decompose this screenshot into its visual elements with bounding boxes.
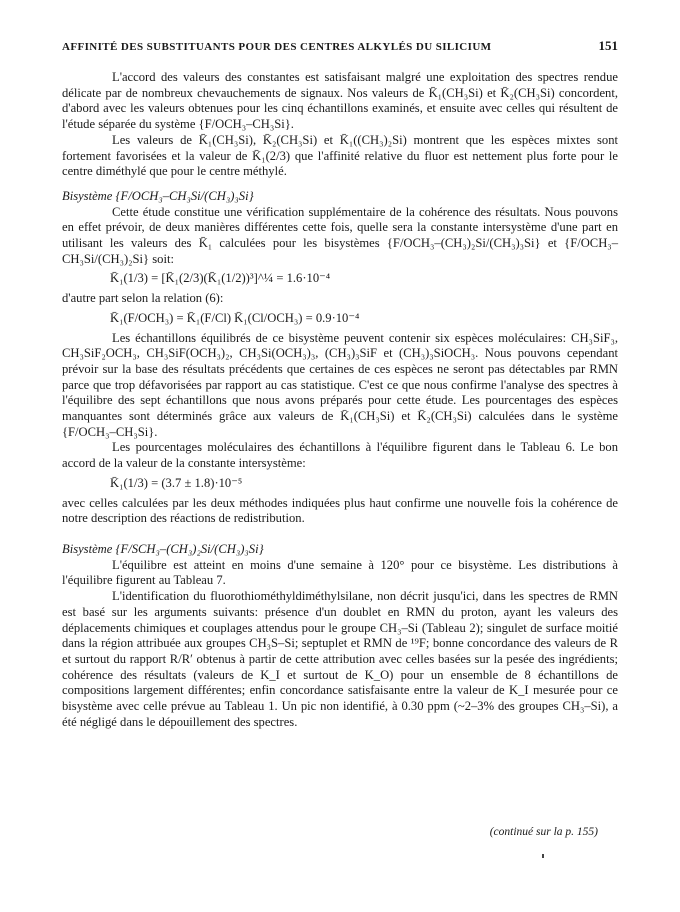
- running-title: AFFINITÉ DES SUBSTITUANTS POUR DES CENTRES ALKYLÉS DU SILICIUM: [62, 41, 492, 53]
- page-header: [62, 38, 618, 58]
- page-number: 151: [598, 38, 618, 53]
- paragraph: L'équilibre est atteint en moins d'une semaine à 120° pour ce bisystème. Les distributions à l'équilibre figurent au Tableau 7.: [62, 557, 618, 588]
- section-heading: Bisystème {F/OCH₃–CH₃Si/(CH₃)₃Si}: [62, 188, 254, 203]
- paragraph: L'accord des valeurs des constantes est satisfaisant malgré une exploitation des spectres rendue délicate par de nombreux chevauchements de signaux. Nos valeurs de K̄₁(CH₃Si) et K̄₂(CH₃Si) concordent, d'abord avec les valeurs obtenues pour les cinq échantillons examinés, et ensuite avec celles qui résultent de l'étude séparée du système {F/OCH₃–CH₃Si}.: [62, 70, 618, 132]
- paragraph: Les valeurs de K̄₁(CH₃Si), K̄₂(CH₃Si) et K̄₁((CH₃)₂Si) montrent que les espèces mixtes sont fortement favorisées et la valeur de K̄₁(2/3) que l'affinité relative du fluor est nettement plus forte pour le centre diméthylé que pour le centre méthylé.: [62, 132, 618, 179]
- paragraph: d'autre part selon la relation (6):: [62, 291, 224, 306]
- paragraph: L'identification du fluorothiométhyldiméthylsilane, non décrit jusqu'ici, dans les spectres de RMN est basé sur les arguments suivants: présence d'un doublet en RMN du proton, ayant les valeurs des déplacements chimiques et couplages attendus pour le groupe CH₃–Si (Tableau 2); singulet de surface moitié dans la région attribuée aux groupes CH₃S–Si; septuplet et RMN de ¹⁹F; bonne concordance des valeurs de R et surtout du rapport R/R′ obtenus à partir de cette attribution avec celles basées sur la pesée des ingrédients; cohérence des résultats (valeurs de K_I et surtout de K_O) pour un ensemble de 8 échantillons de compositions largement différentes; enfin concordance satisfaisante entre la valeur de K_I mesurée pour ce bisystème avec celle prévue au Tableau 1. Un pic non identifié, à 0.30 ppm (~2–3% des groupes CH₃–Si), a été négligé dans le dépouillement des spectres.: [62, 589, 618, 729]
- paragraph: Les pourcentages moléculaires des échantillons à l'équilibre figurent dans le Tableau 6. Le bon accord de la valeur de la constante intersystème:: [62, 440, 618, 471]
- equation: K̄₁(1/3) = [K̄₁(2/3)(K̄₁(1/2))³]^¼ = 1.6·10⁻⁴: [110, 271, 331, 286]
- paragraph: Les échantillons équilibrés de ce bisystème peuvent contenir six espèces moléculaires: CH₃SiF₃, CH₃SiF₂OCH₃, CH₃SiF(OCH₃)₂, CH₃Si(OCH₃)₃, (CH₃)₃SiF et (CH₃)₃SiOCH₃. Nous pouvons cependant prévoir sur la base des résultats précédents que certaines de ces espèces ne seront pas détectables par RMN parce que trop défavorisées par rapport au cas statistique. C'est ce que nous confirme l'analyse des spectres à l'équilibre des sept échantillons que nous avons préparés pour cette étude. Les pourcentages des espèces manquantes sont déterminés grâce aux valeurs de K̄₁(CH₃Si) et K̄₂(CH₃Si) calculées dans le système {F/OCH₃–CH₃Si}.: [62, 330, 618, 439]
- equation: K̄₁(F/OCH₃) = K̄₁(F/Cl) K̄₁(Cl/OCH₃) = 0.9·10⁻⁴: [110, 310, 360, 325]
- section-heading: Bisystème {F/SCH₃–(CH₃)₂Si/(CH₃)₃Si}: [62, 541, 264, 556]
- paragraph: avec celles calculées par les deux méthodes indiquées plus haut confirme une nouvelle fois la cohérence de notre description des réactions de redistribution.: [62, 495, 618, 526]
- continuation-note: (continué sur la p. 155): [489, 826, 598, 838]
- body-text: [62, 70, 618, 730]
- paragraph: Cette étude constitue une vérification supplémentaire de la cohérence des résultats. Nous pouvons en effet prévoir, de deux manières différentes cette fois, quelle sera la constante intersystème d'une part en utilisant les valeurs des K̄₁ calculées pour les bisystèmes {F/OCH₃–(CH₃)₂Si/(CH₃)₃Si} et {F/OCH₃–CH₃Si/(CH₃)₂Si} soit:: [62, 204, 618, 266]
- equation: K̄₁(1/3) = (3.7 ± 1.8)·10⁻⁵: [110, 475, 243, 490]
- print-speck: [542, 854, 544, 858]
